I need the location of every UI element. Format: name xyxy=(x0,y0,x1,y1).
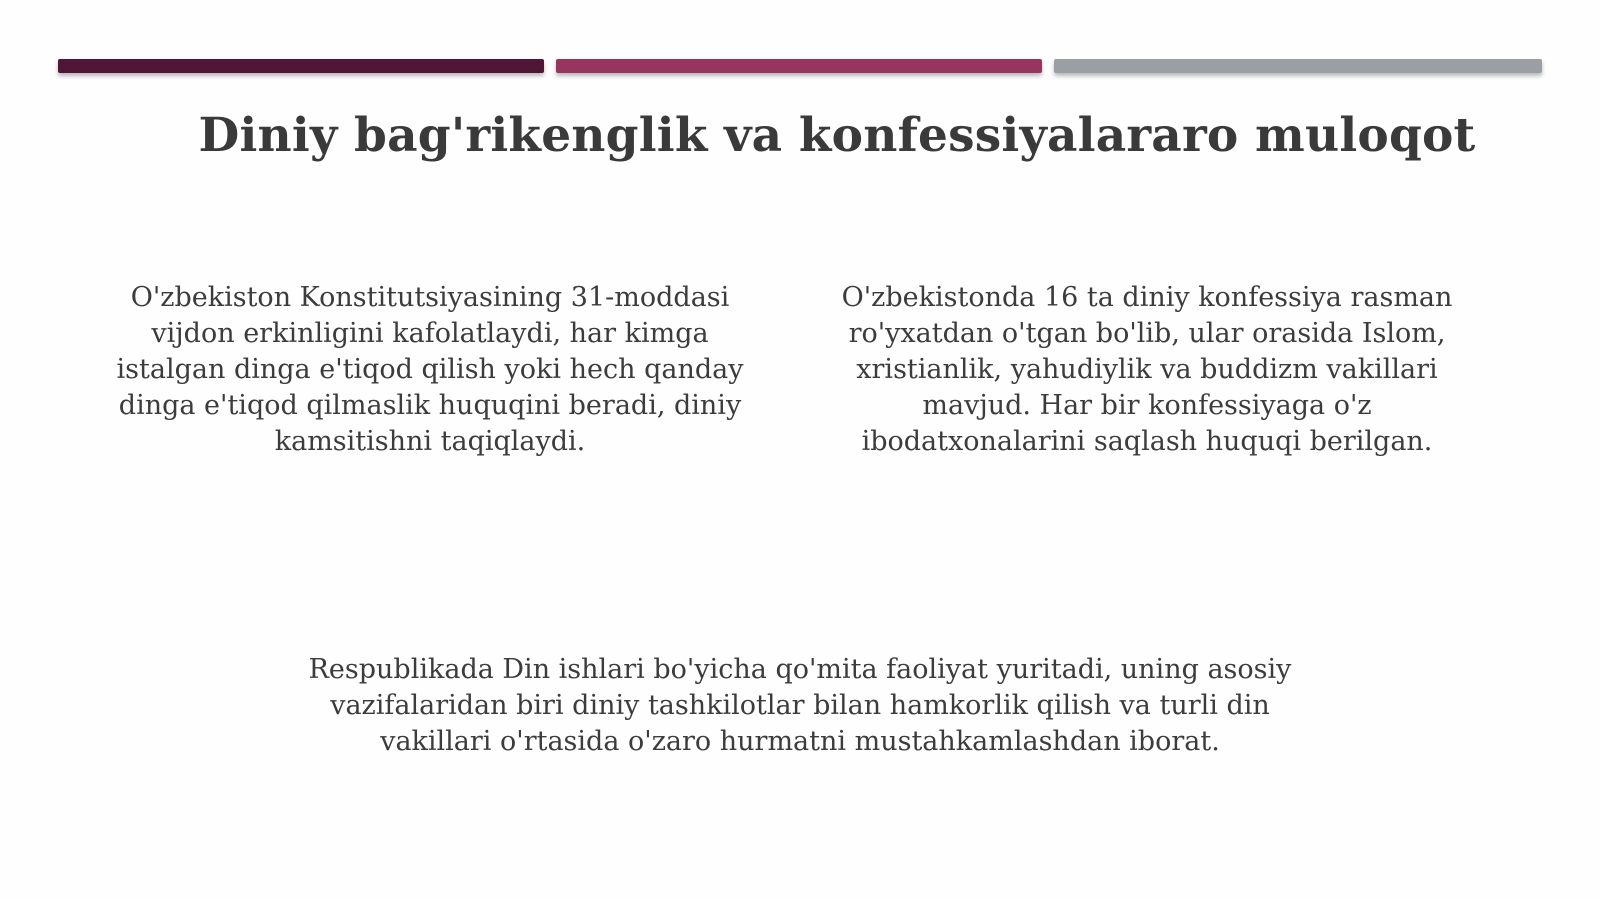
paragraph-committee: Respublikada Din ishlari bo'yicha qo'mita faoliyat yuritadi, uning asosiy vazifalaridan biri diniy tashkilotlar bilan hamkorlik qilish va turli din vakillari o'rtasida o'zaro hurmatni mustahkamlashdan iborat. xyxy=(308,654,1292,757)
accent-bar-magenta xyxy=(556,59,1042,73)
accent-bar-dark-plum xyxy=(58,59,544,73)
slide-title: Diniy bag'rikenglik va konfessiyalararo muloqot xyxy=(198,108,1476,163)
paragraph-confessions: O'zbekistonda 16 ta diniy konfessiya rasman ro'yxatdan o'tgan bo'lib, ular orasida Islom, xristianlik, yahudiylik va buddizm vakillari mavjud. Har bir konfessiyaga o'z ibodatxonalarini saqlash huquqi berilgan. xyxy=(841,282,1453,457)
paragraph-constitution: O'zbekiston Konstitutsiyasining 31-moddasi vijdon erkinligini kafolatlaydi, har kimga istalgan dinga e'tiqod qilish yoki hech qanday dinga e'tiqod qilmaslik huquqini beradi, diniy kamsitishni taqiqlaydi. xyxy=(116,282,744,457)
accent-bar-gray xyxy=(1054,59,1542,73)
accent-bars xyxy=(58,59,1542,73)
